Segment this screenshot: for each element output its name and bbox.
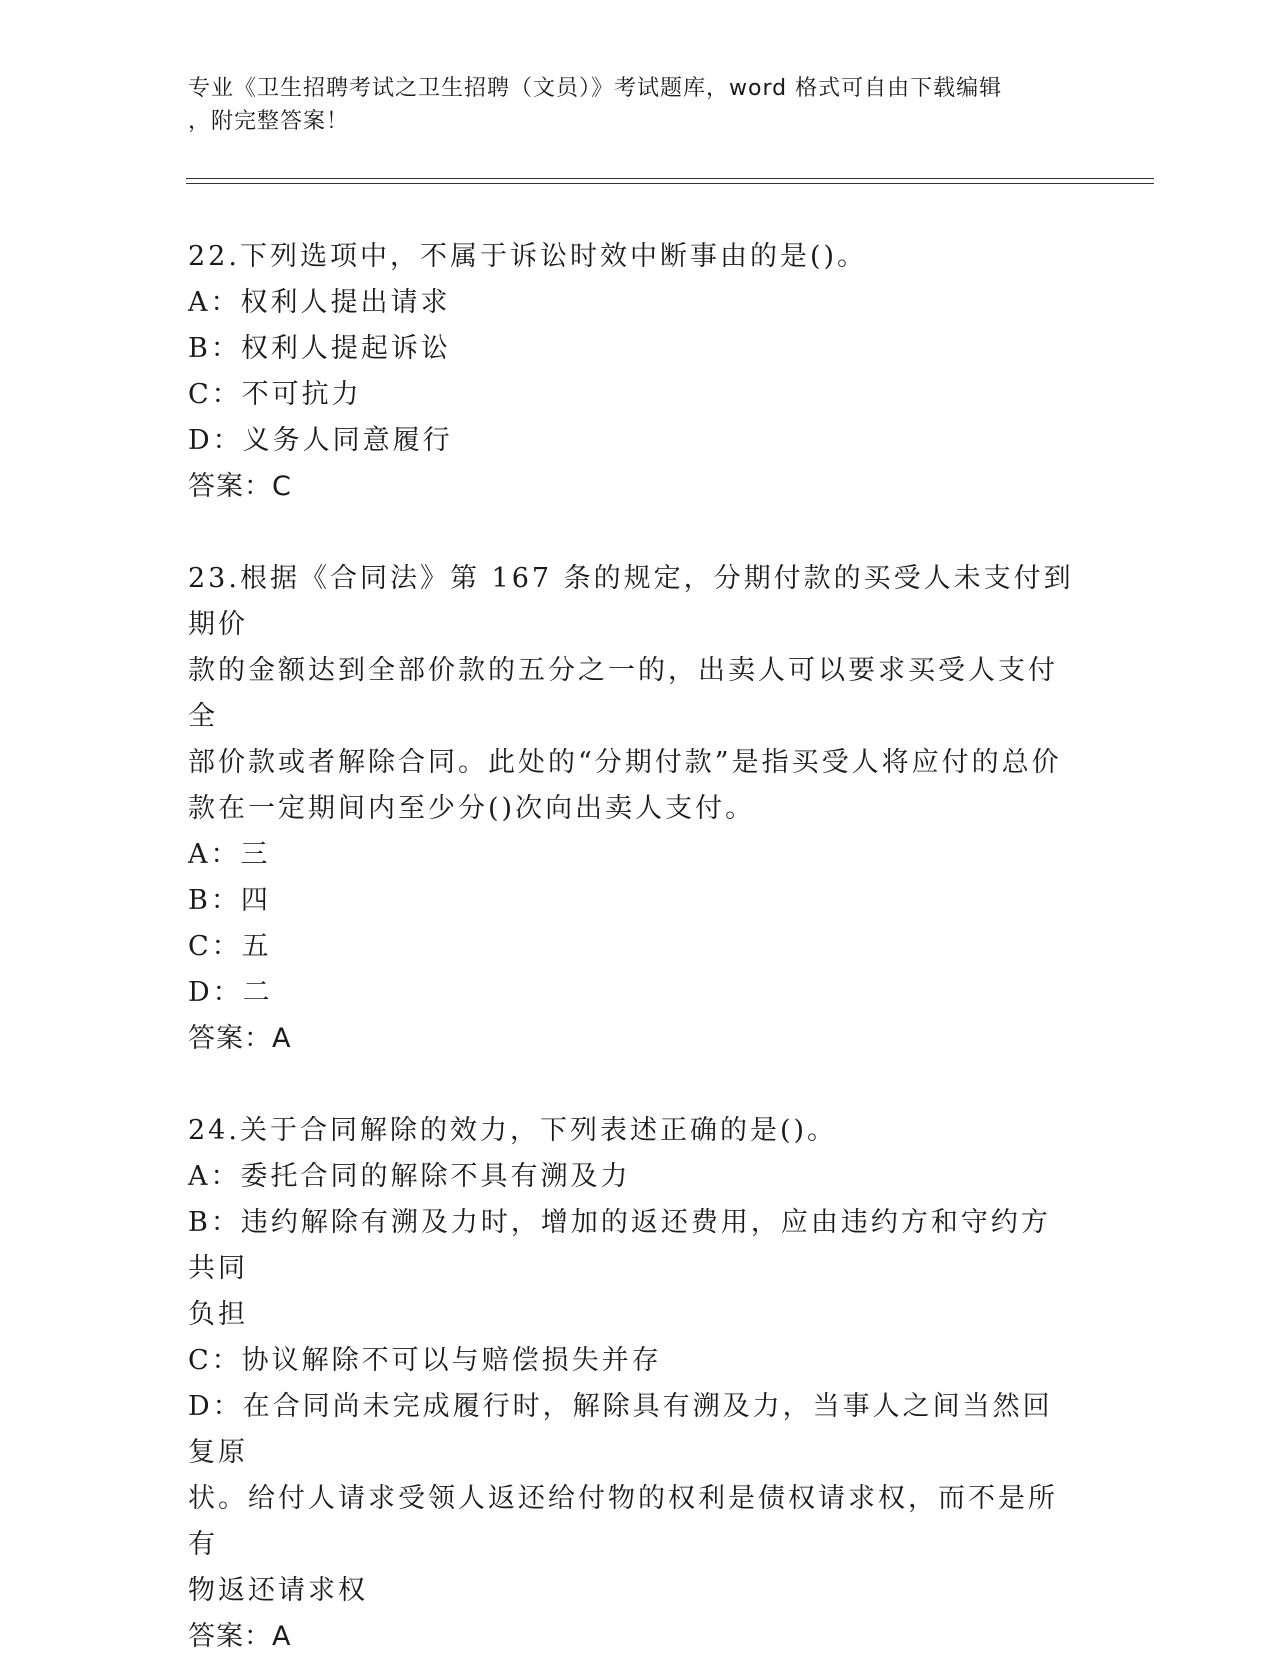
answer: 答案：C <box>188 471 292 502</box>
option-d-cont: 状。给付人请求受领人返还给付物的权利是债权请求权，而不是所有 <box>188 1483 1058 1560</box>
option-b: B：违约解除有溯及力时，增加的返还费用，应由违约方和守约方共同 <box>188 1207 1051 1284</box>
question-stem: 23.根据《合同法》第 167 条的规定，分期付款的买受人未支付到期价 <box>188 563 1074 640</box>
option-d-cont: 物返还请求权 <box>188 1575 368 1606</box>
option-d: D：二 <box>188 977 273 1008</box>
header-divider-bottom <box>186 183 1154 184</box>
header-line-1: 专业《卫生招聘考试之卫生招聘（文员）》考试题库，word 格式可自由下载编辑 <box>188 76 1003 101</box>
answer: 答案：A <box>188 1621 292 1652</box>
option-d: D：义务人同意履行 <box>188 425 453 456</box>
option-a: A：委托合同的解除不具有溯及力 <box>188 1161 631 1192</box>
question-24 <box>188 1108 1078 1660</box>
option-c: C：协议解除不可以与赔偿损失并存 <box>188 1345 662 1376</box>
question-stem: 款在一定期间内至少分()次向出卖人支付。 <box>188 793 756 824</box>
header-line-2: ，附完整答案！ <box>188 109 350 134</box>
option-b: B：权利人提起诉讼 <box>188 333 451 364</box>
option-b: B：四 <box>188 885 271 916</box>
question-stem: 22.下列选项中，不属于诉讼时效中断事由的是()。 <box>188 241 868 272</box>
header-divider-top <box>186 178 1154 179</box>
question-stem: 24.关于合同解除的效力，下列表述正确的是()。 <box>188 1115 838 1146</box>
question-23 <box>188 556 1078 1062</box>
option-b-cont: 负担 <box>188 1299 248 1330</box>
option-c: C：五 <box>188 931 272 962</box>
option-a: A：三 <box>188 839 271 870</box>
question-stem: 部价款或者解除合同。此处的“分期付款”是指买受人将应付的总价 <box>188 747 1062 778</box>
document-header <box>188 72 1068 138</box>
question-stem: 款的金额达到全部价款的五分之一的，出卖人可以要求买受人支付全 <box>188 655 1058 732</box>
option-a: A：权利人提出请求 <box>188 287 451 318</box>
answer: 答案：A <box>188 1023 292 1054</box>
option-c: C：不可抗力 <box>188 379 362 410</box>
question-22 <box>188 234 1078 510</box>
option-d: D：在合同尚未完成履行时，解除具有溯及力，当事人之间当然回复原 <box>188 1391 1053 1468</box>
question-list <box>188 234 1078 1660</box>
